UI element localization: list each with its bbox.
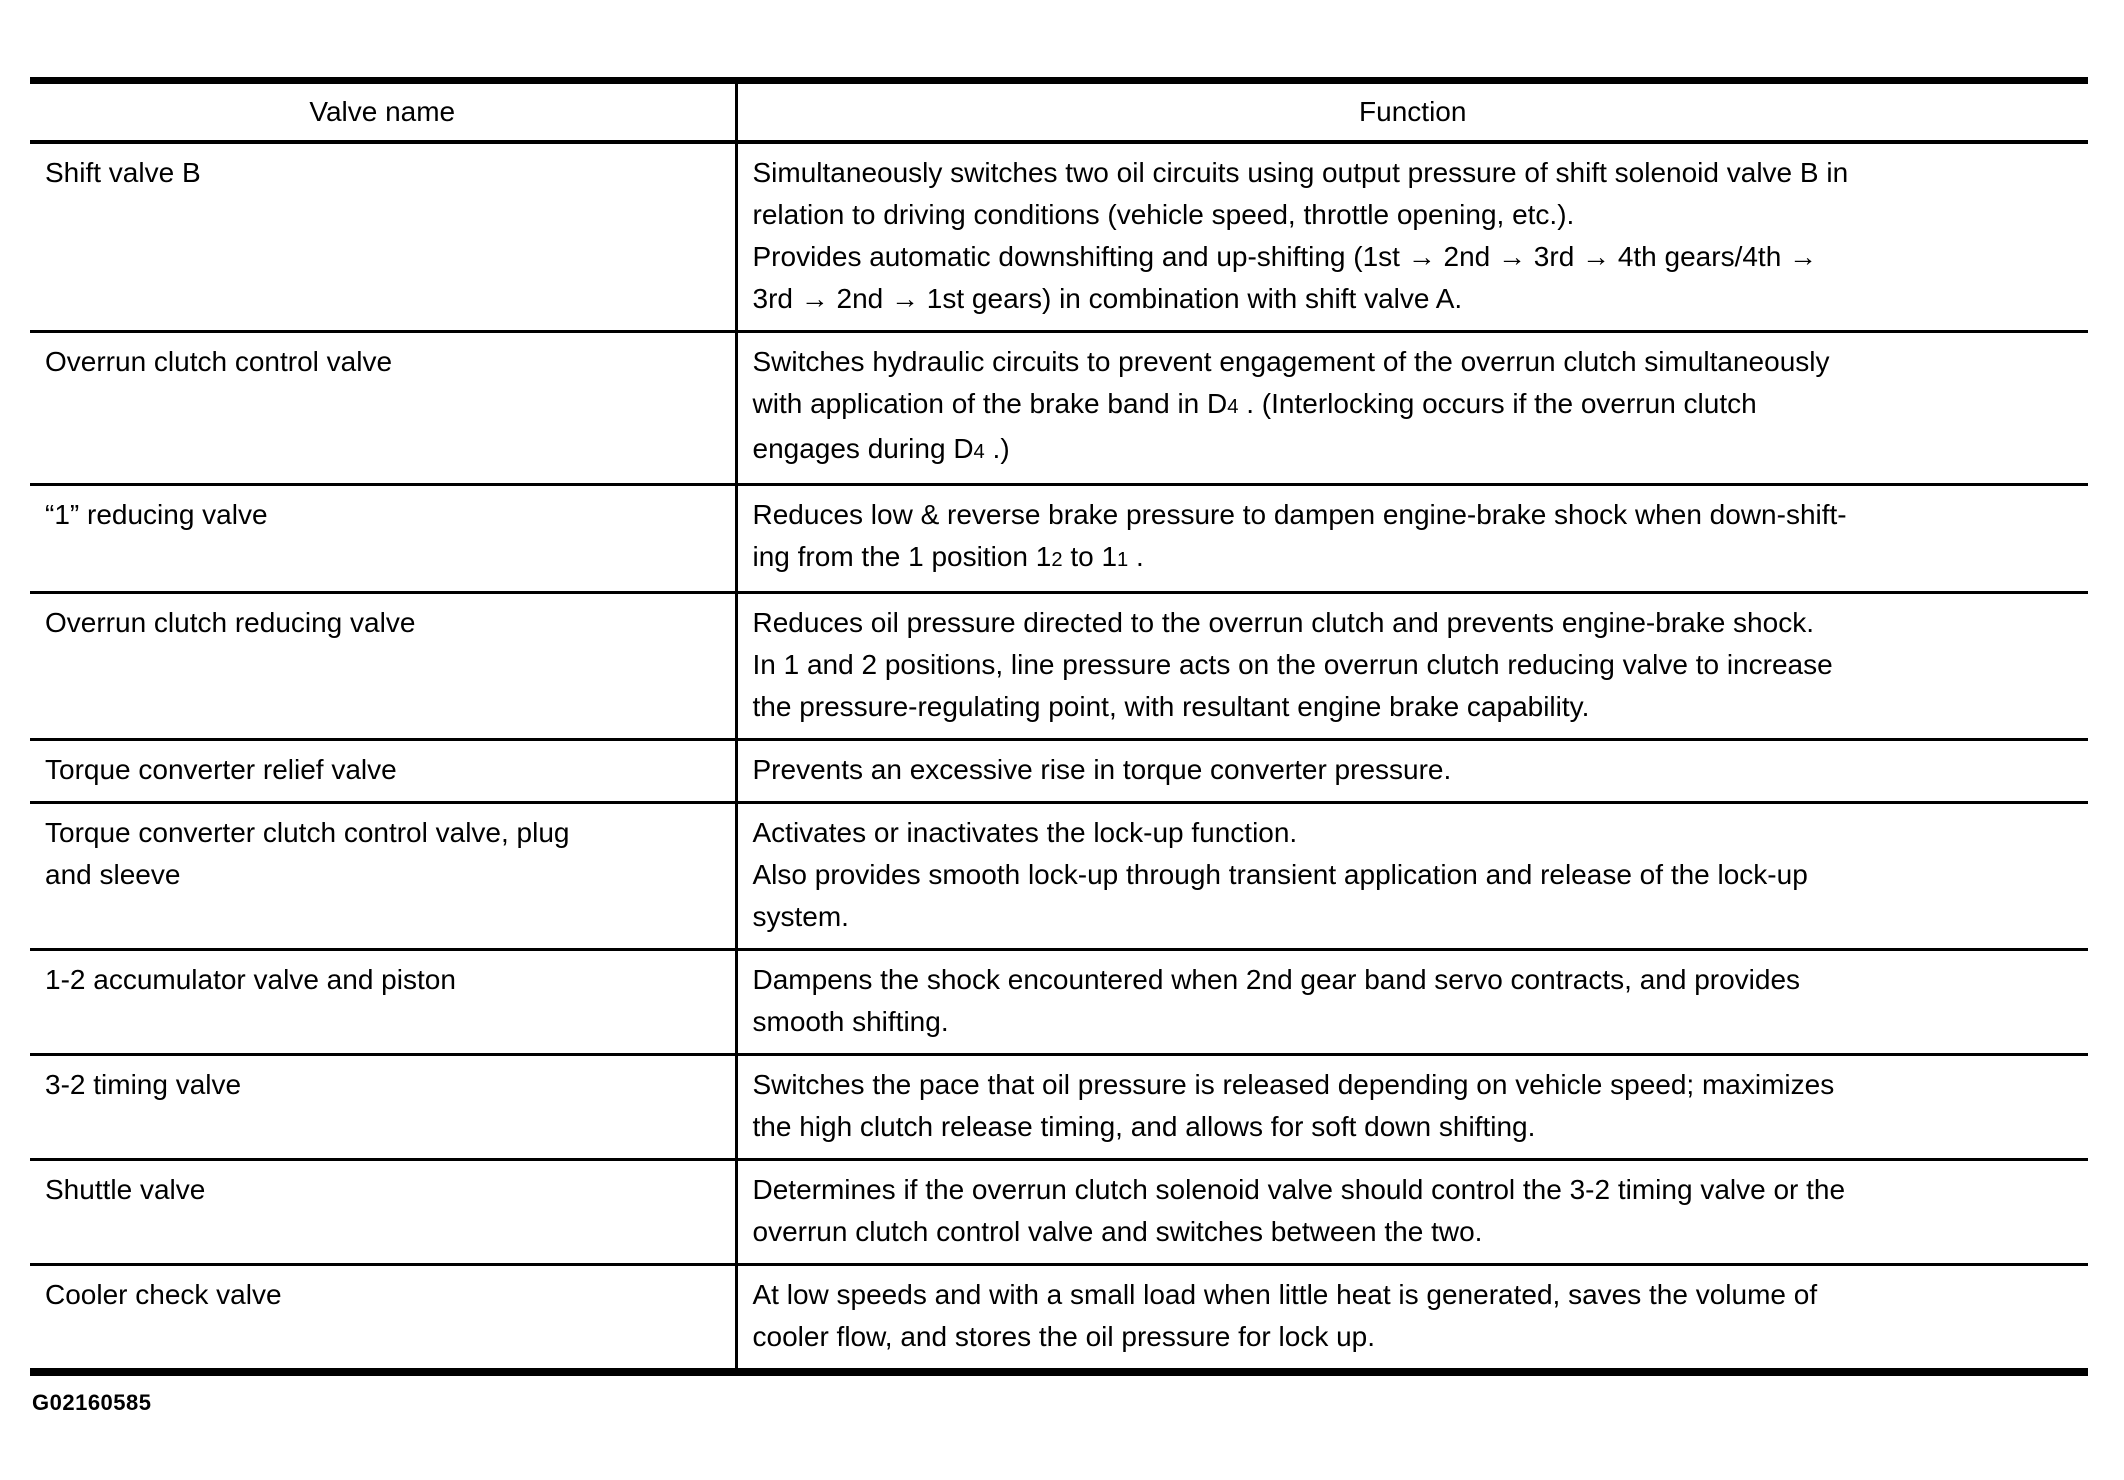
table-row [30, 1055, 2088, 1160]
function-cell: Simultaneously switches two oil circuits using output pressure of shift solenoid valve B in relation to driving conditions (vehicle speed, throttle opening, etc.). Provides automatic downshifting and up-shifting (1st → 2nd → 3rd → 4th gears/4th → 3rd → 2nd → 1st gears) in combination with shift valve A. [736, 142, 2088, 332]
subscript-digit: 4 [1227, 396, 1239, 418]
figure-id-label: G02160585 [32, 1390, 152, 1415]
valve-name-cell: 1-2 accumulator valve and piston [30, 950, 736, 1055]
table-row [30, 485, 2088, 593]
function-cell: Prevents an excessive rise in torque converter pressure. [736, 740, 2088, 803]
table-row [30, 803, 2088, 950]
valve-name-cell: Cooler check valve [30, 1265, 736, 1373]
valve-function-table [30, 77, 2088, 1376]
subscript-digit: 2 [1051, 549, 1063, 571]
table-row [30, 1160, 2088, 1265]
valve-name-cell: “1” reducing valve [30, 485, 736, 593]
function-cell: Reduces oil pressure directed to the overrun clutch and prevents engine-brake shock. In 1 and 2 positions, line pressure acts on the overrun clutch reducing valve to increase the pressure-regulating point, with resultant engine brake capability. [736, 593, 2088, 740]
table-row [30, 332, 2088, 485]
subscript-digit: 4 [973, 441, 985, 463]
valve-name-cell: Overrun clutch reducing valve [30, 593, 736, 740]
table-row [30, 593, 2088, 740]
valve-name-cell: Overrun clutch control valve [30, 332, 736, 485]
valve-name-cell: 3-2 timing valve [30, 1055, 736, 1160]
table-row [30, 142, 2088, 332]
valve-name-cell: Shift valve B [30, 142, 736, 332]
table-header-row [30, 81, 2088, 143]
valve-table-body [30, 142, 2088, 1372]
function-cell: At low speeds and with a small load when little heat is generated, saves the volume of cooler flow, and stores the oil pressure for lock up. [736, 1265, 2088, 1373]
function-cell: Determines if the overrun clutch solenoid valve should control the 3-2 timing valve or the overrun clutch control valve and switches between the two. [736, 1160, 2088, 1265]
valve-name-cell: Torque converter clutch control valve, plug and sleeve [30, 803, 736, 950]
function-cell: Activates or inactivates the lock-up function. Also provides smooth lock-up through transient application and release of the lock-up system. [736, 803, 2088, 950]
table-row [30, 950, 2088, 1055]
valve-name-cell: Torque converter relief valve [30, 740, 736, 803]
function-cell: Switches hydraulic circuits to prevent engagement of the overrun clutch simultaneously with application of the brake band in D4 . (Interlocking occurs if the overrun clutch engages during D4 .) [736, 332, 2088, 485]
function-cell: Dampens the shock encountered when 2nd gear band servo contracts, and provides smooth shifting. [736, 950, 2088, 1055]
table-row [30, 1265, 2088, 1373]
column-header-valve-name: Valve name [30, 81, 736, 143]
column-header-function: Function [736, 81, 2088, 143]
subscript-digit: 1 [1117, 549, 1129, 571]
function-cell: Switches the pace that oil pressure is released depending on vehicle speed; maximizes the high clutch release timing, and allows for soft down shifting. [736, 1055, 2088, 1160]
table-row [30, 740, 2088, 803]
valve-name-cell: Shuttle valve [30, 1160, 736, 1265]
function-cell: Reduces low & reverse brake pressure to dampen engine-brake shock when down-shift- ing from the 1 position 12 to 11 . [736, 485, 2088, 593]
